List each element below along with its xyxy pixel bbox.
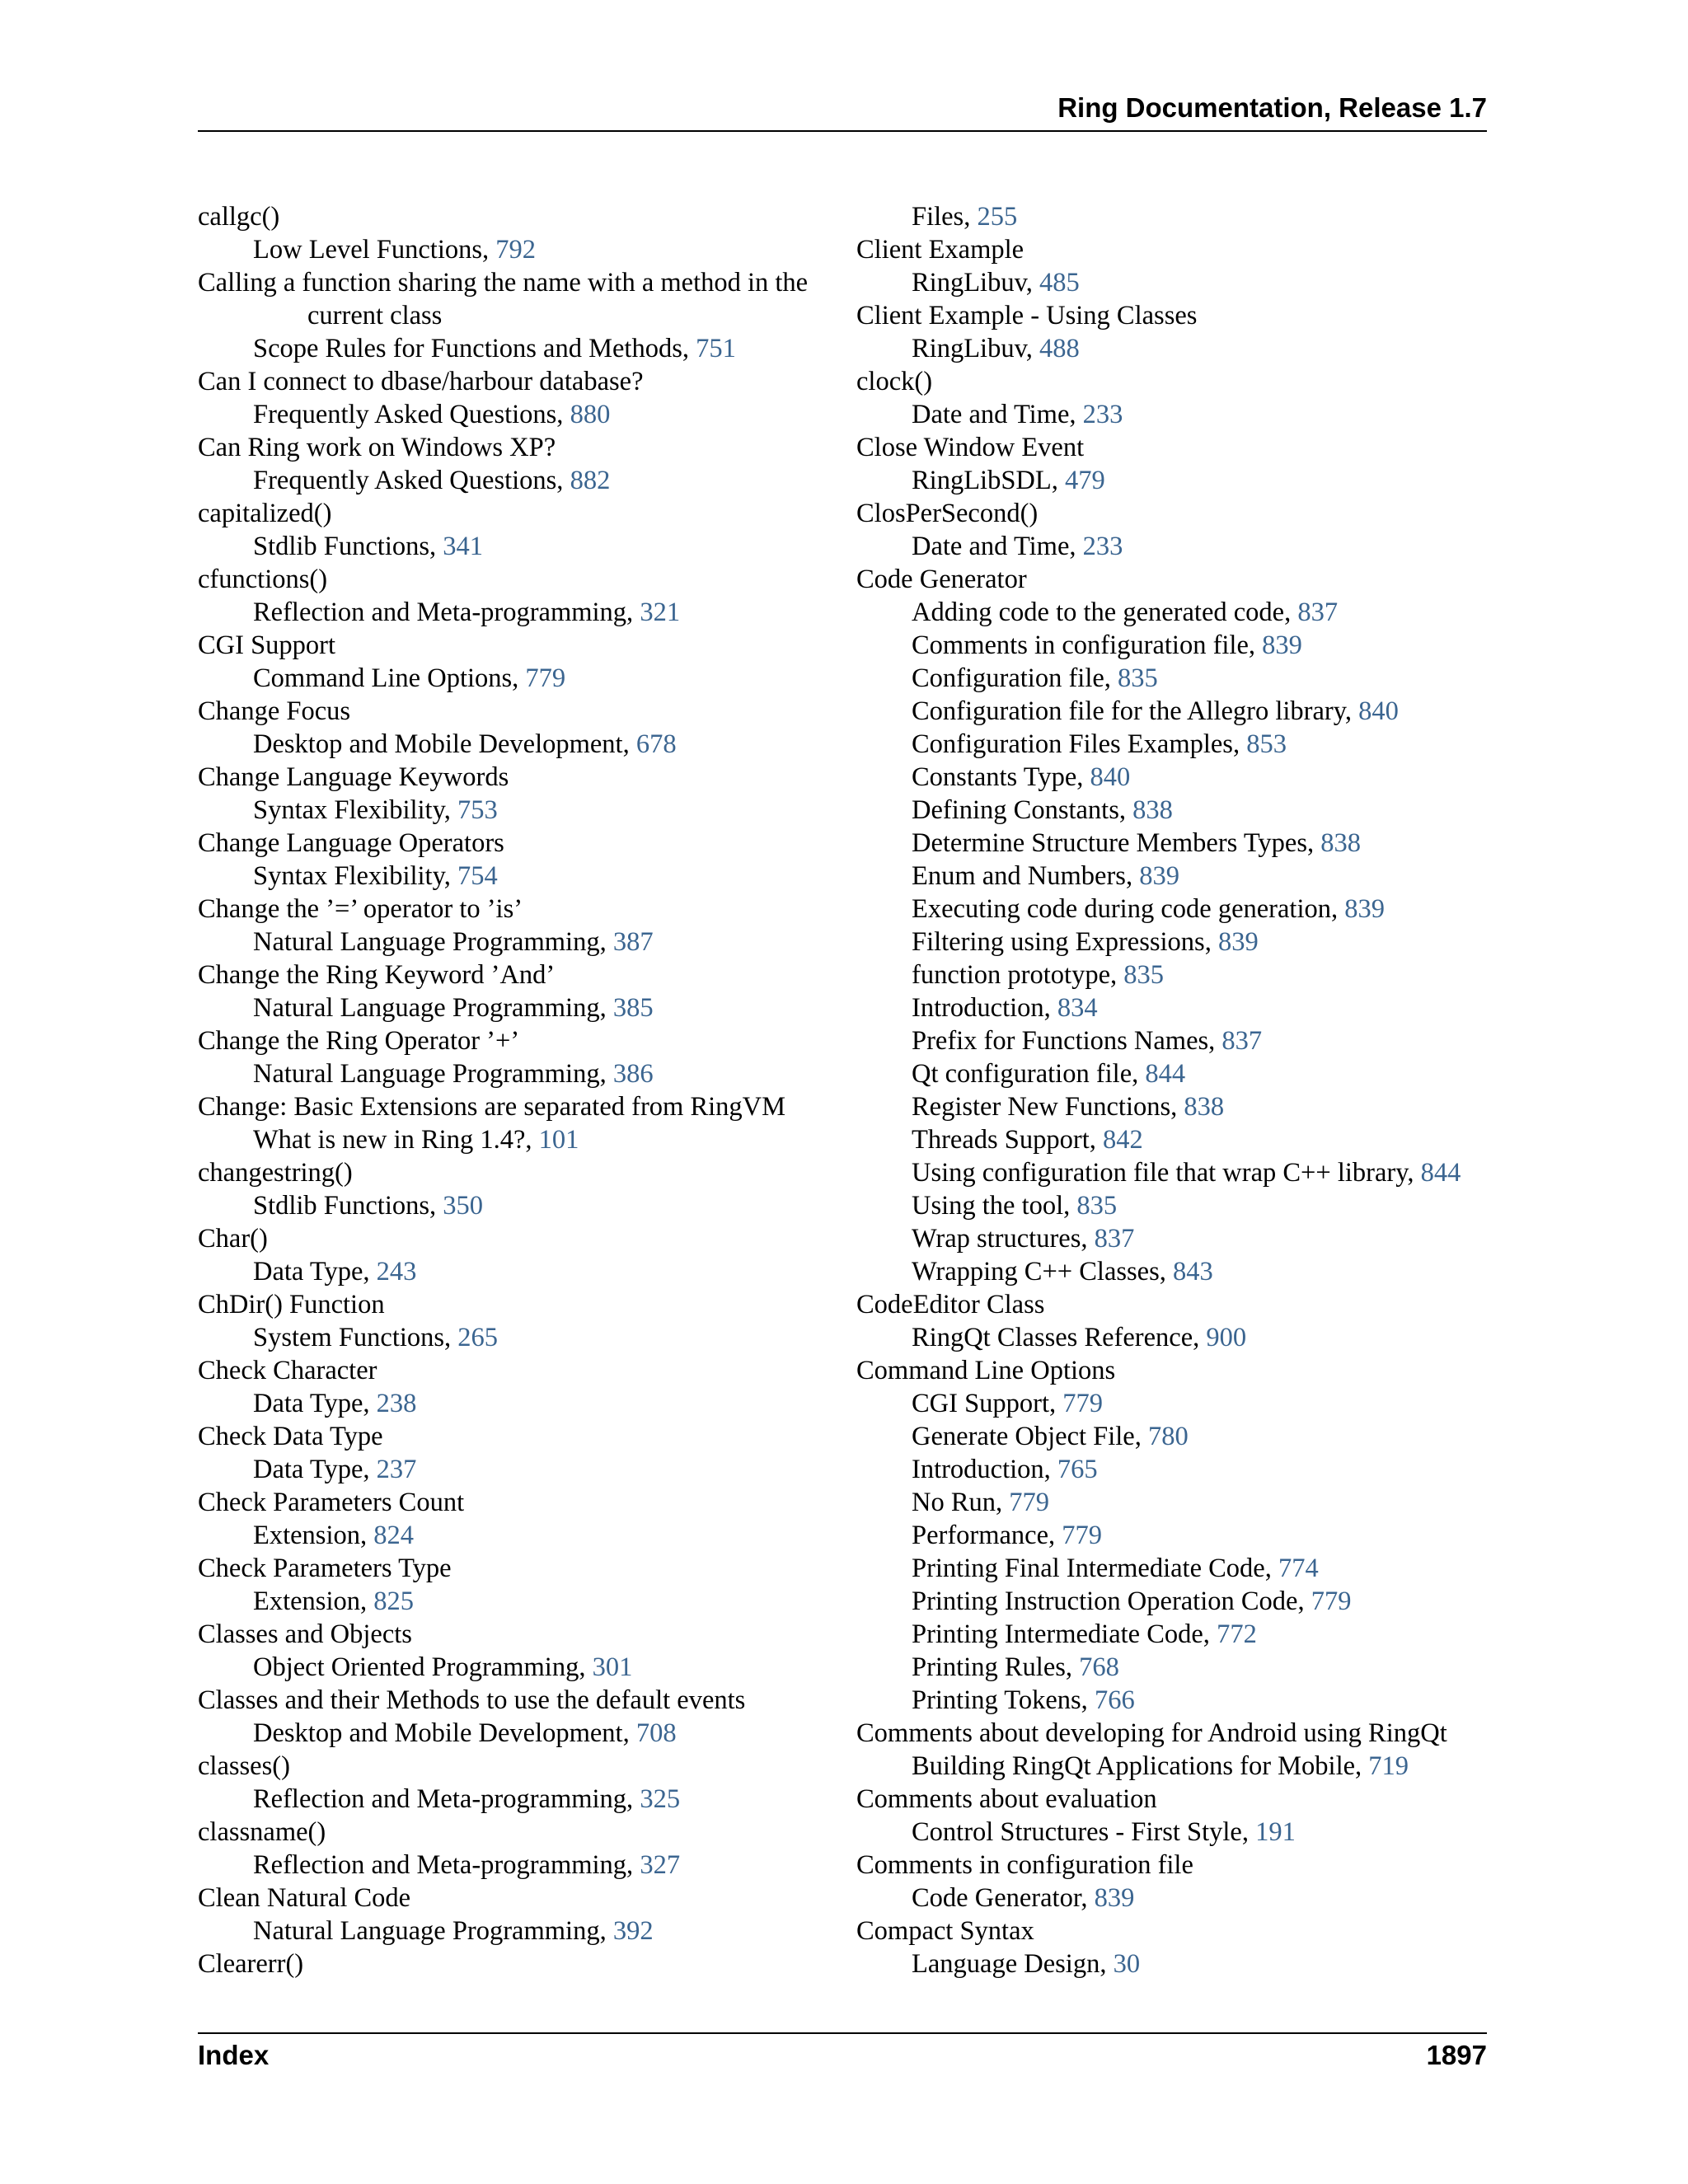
page-reference-link[interactable]: 321 bbox=[640, 598, 681, 627]
entry-text: Introduction, bbox=[912, 993, 1057, 1023]
index-subentry bbox=[198, 794, 849, 827]
page-reference-link[interactable]: 840 bbox=[1090, 762, 1131, 792]
page-reference-link[interactable]: 479 bbox=[1065, 466, 1105, 495]
entry-text: Extension, bbox=[253, 1586, 374, 1616]
index-entry bbox=[198, 1618, 849, 1651]
entry-text: Constants Type, bbox=[912, 762, 1090, 792]
page-reference-link[interactable]: 838 bbox=[1132, 795, 1173, 825]
page-reference-link[interactable]: 835 bbox=[1118, 663, 1158, 693]
index-entry bbox=[198, 1486, 849, 1519]
index-subentry bbox=[198, 233, 849, 266]
entry-text: Using configuration file that wrap C++ library, bbox=[912, 1158, 1421, 1188]
index-entry bbox=[856, 299, 1491, 332]
index-subentry bbox=[198, 1255, 849, 1288]
index-subentry bbox=[856, 1453, 1491, 1486]
index-subentry bbox=[198, 1387, 849, 1420]
entry-text: Natural Language Programming, bbox=[253, 927, 613, 957]
page-reference-link[interactable]: 837 bbox=[1221, 1026, 1263, 1056]
entry-text: Code Generator, bbox=[912, 1883, 1095, 1913]
index-subentry bbox=[856, 1651, 1491, 1684]
index-entry bbox=[198, 958, 849, 991]
index-subentry bbox=[856, 1255, 1491, 1288]
index-subentry bbox=[856, 629, 1491, 662]
index-subentry bbox=[856, 827, 1491, 860]
page-reference-link[interactable]: 824 bbox=[373, 1521, 414, 1550]
entry-text: CodeEditor Class bbox=[856, 1290, 1045, 1319]
entry-text: Data Type, bbox=[253, 1389, 377, 1418]
index-subentry bbox=[856, 332, 1491, 365]
index-subentry bbox=[198, 1519, 849, 1552]
entry-text: Natural Language Programming, bbox=[253, 993, 613, 1023]
entry-text: Change: Basic Extensions are separated from RingVM bbox=[198, 1092, 786, 1122]
entry-text: Determine Structure Members Types, bbox=[912, 828, 1321, 858]
page-reference-link[interactable]: 386 bbox=[612, 1059, 654, 1089]
entry-text: Change Language Operators bbox=[198, 828, 504, 858]
index-subentry bbox=[198, 1321, 849, 1354]
index-subentry bbox=[856, 926, 1491, 958]
entry-text: System Functions, bbox=[253, 1323, 458, 1352]
index-subentry bbox=[198, 728, 849, 761]
entry-text: current class bbox=[307, 301, 443, 330]
index-subentry bbox=[856, 1750, 1491, 1783]
page-reference-link[interactable]: 900 bbox=[1206, 1323, 1247, 1352]
entry-text: Language Design, bbox=[912, 1949, 1114, 1979]
index-entry bbox=[198, 1288, 849, 1321]
page-reference-link[interactable]: 853 bbox=[1246, 729, 1287, 759]
index-subentry bbox=[856, 1156, 1491, 1189]
index-subentry bbox=[198, 332, 849, 365]
entry-text: Check Character bbox=[198, 1356, 377, 1385]
index-subentry bbox=[856, 398, 1491, 431]
index-entry bbox=[856, 1354, 1491, 1387]
entry-text: Configuration Files Examples, bbox=[912, 729, 1247, 759]
entry-text: Reflection and Meta-programming, bbox=[253, 1784, 640, 1814]
entry-text: Clean Natural Code bbox=[198, 1883, 411, 1913]
entry-text: capitalized() bbox=[198, 499, 332, 528]
index-entry bbox=[856, 1915, 1491, 1947]
index-entry bbox=[198, 1750, 849, 1783]
entry-text: CGI Support bbox=[198, 630, 336, 660]
index-entry bbox=[198, 893, 849, 926]
index-entry bbox=[198, 1222, 849, 1255]
index-subentry bbox=[198, 1189, 849, 1222]
entry-text: Change the Ring Keyword ’And’ bbox=[198, 960, 556, 990]
page-reference-link[interactable]: 779 bbox=[1311, 1586, 1352, 1616]
entry-text: Adding code to the generated code, bbox=[912, 598, 1298, 627]
entry-text: RingLibuv, bbox=[912, 334, 1039, 363]
entry-text: Check Data Type bbox=[198, 1422, 383, 1451]
page-reference-link[interactable]: 488 bbox=[1039, 334, 1080, 363]
page-reference-link[interactable]: 838 bbox=[1184, 1092, 1225, 1122]
entry-text: Qt configuration file, bbox=[912, 1059, 1146, 1089]
entry-text: Threads Support, bbox=[912, 1125, 1103, 1155]
page-reference-link[interactable]: 774 bbox=[1278, 1554, 1319, 1583]
index-subentry bbox=[198, 464, 849, 497]
page-reference-link[interactable]: 779 bbox=[1062, 1521, 1103, 1550]
page-reference-link[interactable]: 844 bbox=[1145, 1059, 1186, 1089]
page-reference-link[interactable]: 191 bbox=[1255, 1817, 1296, 1847]
index-entry bbox=[198, 761, 849, 794]
index-subentry bbox=[856, 1222, 1491, 1255]
index-entry bbox=[198, 695, 849, 728]
index-entry bbox=[856, 1717, 1491, 1750]
page-reference-link[interactable]: 835 bbox=[1123, 960, 1164, 990]
entry-text: Command Line Options bbox=[856, 1356, 1116, 1385]
index-subentry bbox=[198, 1783, 849, 1816]
entry-text: Client Example - Using Classes bbox=[856, 301, 1198, 330]
entry-text: Check Parameters Type bbox=[198, 1554, 452, 1583]
index-subentry bbox=[856, 662, 1491, 695]
page-reference-link[interactable]: 265 bbox=[457, 1323, 499, 1352]
page-reference-link[interactable]: 719 bbox=[1368, 1751, 1409, 1781]
entry-text: RingLibSDL, bbox=[912, 466, 1065, 495]
entry-text: Can Ring work on Windows XP? bbox=[198, 433, 556, 462]
index-entry bbox=[856, 1849, 1491, 1882]
page-reference-link[interactable]: 765 bbox=[1057, 1455, 1098, 1484]
index-subentry bbox=[198, 1123, 849, 1156]
entry-text: Syntax Flexibility, bbox=[253, 795, 457, 825]
entry-text: Check Parameters Count bbox=[198, 1488, 465, 1517]
index-entry bbox=[198, 1156, 849, 1189]
entry-text: Desktop and Mobile Development, bbox=[253, 729, 636, 759]
page-reference-link[interactable]: 779 bbox=[525, 663, 566, 693]
footer-section-label: Index bbox=[198, 2040, 270, 2070]
entry-text: Client Example bbox=[856, 235, 1025, 265]
page-reference-link[interactable]: 838 bbox=[1320, 828, 1361, 858]
entry-text: clock() bbox=[856, 367, 933, 396]
index-subentry bbox=[856, 958, 1491, 991]
entry-text: Natural Language Programming, bbox=[253, 1059, 613, 1089]
page-reference-link[interactable]: 844 bbox=[1420, 1158, 1461, 1188]
entry-text: What is new in Ring 1.4?, bbox=[253, 1125, 539, 1155]
entry-text: ChDir() Function bbox=[198, 1290, 385, 1319]
index-entry bbox=[198, 1552, 849, 1585]
entry-text: Char() bbox=[198, 1224, 268, 1254]
entry-text: ClosPerSecond() bbox=[856, 499, 1039, 528]
index-subentry bbox=[198, 1057, 849, 1090]
index-entry bbox=[198, 1882, 849, 1915]
index-subentry bbox=[198, 1915, 849, 1947]
index-subentry bbox=[856, 1816, 1491, 1849]
index-subentry bbox=[198, 1717, 849, 1750]
entry-text: Compact Syntax bbox=[856, 1916, 1034, 1946]
page-reference-link[interactable]: 837 bbox=[1094, 1224, 1135, 1254]
index-entry bbox=[856, 1288, 1491, 1321]
entry-text: Data Type, bbox=[253, 1257, 377, 1286]
entry-text: Generate Object File, bbox=[912, 1422, 1148, 1451]
entry-text: Natural Language Programming, bbox=[253, 1916, 613, 1946]
entry-text: Change Language Keywords bbox=[198, 762, 509, 792]
page-reference-link[interactable]: 255 bbox=[977, 202, 1018, 232]
entry-text: Date and Time, bbox=[912, 532, 1083, 561]
entry-text: Using the tool, bbox=[912, 1191, 1077, 1221]
index-subentry bbox=[856, 860, 1491, 893]
index-subentry bbox=[856, 1024, 1491, 1057]
page-reference-link[interactable]: 792 bbox=[495, 235, 537, 265]
index-entry bbox=[198, 1090, 849, 1123]
page-reference-link[interactable]: 237 bbox=[376, 1455, 417, 1484]
entry-text: Stdlib Functions, bbox=[253, 532, 443, 561]
entry-text: Comments in configuration file bbox=[856, 1850, 1193, 1880]
entry-text: Change the Ring Operator ’+’ bbox=[198, 1026, 520, 1056]
index-entry bbox=[198, 1420, 849, 1453]
entry-text: RingQt Classes Reference, bbox=[912, 1323, 1207, 1352]
index-subentry bbox=[856, 1057, 1491, 1090]
entry-text: Building RingQt Applications for Mobile, bbox=[912, 1751, 1369, 1781]
page-reference-link[interactable]: 301 bbox=[592, 1652, 633, 1682]
entry-text: Scope Rules for Functions and Methods, bbox=[253, 334, 696, 363]
footer-rule bbox=[198, 2032, 1487, 2034]
entry-text: Defining Constants, bbox=[912, 795, 1133, 825]
index-subentry bbox=[856, 1552, 1491, 1585]
page-reference-link[interactable]: 839 bbox=[1262, 630, 1302, 660]
index-entry bbox=[198, 629, 849, 662]
entry-text: Clearerr() bbox=[198, 1949, 304, 1979]
index-entry bbox=[856, 233, 1491, 266]
entry-text: Change Focus bbox=[198, 696, 351, 726]
index-subentry bbox=[856, 1947, 1491, 1980]
index-subentry bbox=[856, 893, 1491, 926]
page-reference-link[interactable]: 768 bbox=[1079, 1652, 1119, 1682]
index-subentry bbox=[856, 1618, 1491, 1651]
entry-text: Configuration file for the Allegro library, bbox=[912, 696, 1359, 726]
index-subentry bbox=[856, 200, 1491, 233]
index-entry bbox=[198, 1354, 849, 1387]
entry-text: Data Type, bbox=[253, 1455, 377, 1484]
index-subentry bbox=[856, 1387, 1491, 1420]
index-subentry bbox=[198, 1585, 849, 1618]
page-reference-link[interactable]: 835 bbox=[1076, 1191, 1118, 1221]
entry-text: Command Line Options, bbox=[253, 663, 526, 693]
entry-text: RingLibuv, bbox=[912, 268, 1039, 298]
index-subentry bbox=[198, 1849, 849, 1882]
page-reference-link[interactable]: 779 bbox=[1009, 1488, 1050, 1517]
page-reference-link[interactable]: 350 bbox=[443, 1191, 483, 1221]
entry-text: Can I connect to dbase/harbour database? bbox=[198, 367, 644, 396]
index-subentry bbox=[856, 794, 1491, 827]
page-reference-link[interactable]: 843 bbox=[1173, 1257, 1213, 1286]
index-entry bbox=[856, 563, 1491, 596]
index-entry-continuation bbox=[198, 299, 849, 332]
entry-text: Date and Time, bbox=[912, 400, 1083, 429]
footer-page-number: 1897 bbox=[1426, 2040, 1487, 2070]
index-subentry bbox=[856, 1321, 1491, 1354]
page-footer bbox=[198, 2040, 1487, 2073]
index-subentry bbox=[856, 1123, 1491, 1156]
page-reference-link[interactable]: 779 bbox=[1062, 1389, 1104, 1418]
entry-text: callgc() bbox=[198, 202, 280, 232]
page-reference-link[interactable]: 385 bbox=[612, 993, 654, 1023]
entry-text: Desktop and Mobile Development, bbox=[253, 1718, 636, 1748]
page-reference-link[interactable]: 753 bbox=[457, 795, 498, 825]
entry-text: Frequently Asked Questions, bbox=[253, 466, 570, 495]
index-entry bbox=[198, 1024, 849, 1057]
page-reference-link[interactable]: 840 bbox=[1358, 696, 1399, 726]
running-header: Ring Documentation, Release 1.7 bbox=[1057, 92, 1487, 123]
entry-text: cfunctions() bbox=[198, 565, 328, 594]
index-subentry bbox=[198, 991, 849, 1024]
entry-text: Comments about evaluation bbox=[856, 1784, 1157, 1814]
entry-text: Comments about developing for Android using RingQt bbox=[856, 1718, 1447, 1748]
entry-text: function prototype, bbox=[912, 960, 1124, 990]
page-reference-link[interactable]: 30 bbox=[1113, 1949, 1141, 1979]
entry-text: Calling a function sharing the name with a method in the bbox=[198, 268, 809, 298]
index-subentry bbox=[856, 1519, 1491, 1552]
page-reference-link[interactable]: 387 bbox=[612, 927, 654, 957]
entry-text: Control Structures - First Style, bbox=[912, 1817, 1256, 1847]
index-subentry bbox=[856, 991, 1491, 1024]
header-rule bbox=[198, 130, 1487, 132]
entry-text: Filtering using Expressions, bbox=[912, 927, 1218, 957]
page-reference-link[interactable]: 708 bbox=[635, 1718, 677, 1748]
index-subentry bbox=[856, 728, 1491, 761]
index-subentry bbox=[198, 596, 849, 629]
entry-text: CGI Support, bbox=[912, 1389, 1063, 1418]
entry-text: Printing Intermediate Code, bbox=[912, 1619, 1217, 1649]
index-entry bbox=[198, 563, 849, 596]
entry-text: Extension, bbox=[253, 1521, 374, 1550]
entry-text: Printing Final Intermediate Code, bbox=[912, 1554, 1278, 1583]
entry-text: Printing Tokens, bbox=[912, 1685, 1095, 1715]
page-reference-link[interactable]: 392 bbox=[612, 1916, 654, 1946]
index-subentry bbox=[198, 1651, 849, 1684]
index-entry bbox=[856, 497, 1491, 530]
page-reference-link[interactable]: 485 bbox=[1039, 268, 1080, 298]
page-reference-link[interactable]: 842 bbox=[1102, 1125, 1143, 1155]
page-reference-link[interactable]: 825 bbox=[373, 1586, 414, 1616]
page-reference-link[interactable]: 772 bbox=[1217, 1619, 1257, 1649]
entry-text: classes() bbox=[198, 1751, 290, 1781]
page-reference-link[interactable]: 243 bbox=[376, 1257, 417, 1286]
page-reference-link[interactable]: 834 bbox=[1057, 993, 1098, 1023]
index-subentry bbox=[198, 662, 849, 695]
index-subentry bbox=[856, 1684, 1491, 1717]
entry-text: Printing Rules, bbox=[912, 1652, 1080, 1682]
entry-text: Reflection and Meta-programming, bbox=[253, 598, 640, 627]
index-entry bbox=[198, 200, 849, 233]
index-entry bbox=[198, 497, 849, 530]
page-reference-link[interactable]: 101 bbox=[538, 1125, 579, 1155]
page-reference-link[interactable]: 233 bbox=[1082, 532, 1123, 561]
index-column-left bbox=[198, 200, 849, 1980]
entry-text: Classes and their Methods to use the default events bbox=[198, 1685, 746, 1715]
index-subentry bbox=[856, 596, 1491, 629]
entry-text: Low Level Functions, bbox=[253, 235, 496, 265]
entry-text: Executing code during code generation, bbox=[912, 894, 1345, 924]
index-subentry bbox=[198, 1453, 849, 1486]
entry-text: Close Window Event bbox=[856, 433, 1085, 462]
index-entry bbox=[198, 365, 849, 398]
index-column-right bbox=[856, 200, 1491, 1980]
page-reference-link[interactable]: 233 bbox=[1082, 400, 1123, 429]
index-entry bbox=[198, 827, 849, 860]
entry-text: Reflection and Meta-programming, bbox=[253, 1850, 640, 1880]
entry-text: Stdlib Functions, bbox=[253, 1191, 443, 1221]
page-reference-link[interactable]: 837 bbox=[1297, 598, 1339, 627]
entry-text: Files, bbox=[912, 202, 978, 232]
index-subentry bbox=[856, 761, 1491, 794]
index-entry bbox=[198, 1684, 849, 1717]
page-reference-link[interactable]: 780 bbox=[1147, 1422, 1189, 1451]
page-reference-link[interactable]: 325 bbox=[640, 1784, 681, 1814]
entry-text: Register New Functions, bbox=[912, 1092, 1184, 1122]
page-reference-link[interactable]: 341 bbox=[443, 532, 483, 561]
index-subentry bbox=[198, 530, 849, 563]
entry-text: Printing Instruction Operation Code, bbox=[912, 1586, 1311, 1616]
entry-text: Configuration file, bbox=[912, 663, 1118, 693]
page-reference-link[interactable]: 839 bbox=[1217, 927, 1259, 957]
page-reference-link[interactable]: 839 bbox=[1094, 1883, 1135, 1913]
page-reference-link[interactable]: 678 bbox=[635, 729, 677, 759]
index-subentry bbox=[856, 1585, 1491, 1618]
page-reference-link[interactable]: 751 bbox=[696, 334, 736, 363]
index-subentry bbox=[198, 860, 849, 893]
index-subentry bbox=[198, 398, 849, 431]
entry-text: Introduction, bbox=[912, 1455, 1057, 1484]
entry-text: Prefix for Functions Names, bbox=[912, 1026, 1222, 1056]
index-entry bbox=[198, 266, 849, 299]
index-entry bbox=[198, 1947, 849, 1980]
index-entry bbox=[198, 1816, 849, 1849]
entry-text: Classes and Objects bbox=[198, 1619, 412, 1649]
page-reference-link[interactable]: 839 bbox=[1139, 861, 1179, 891]
index-subentry bbox=[856, 1090, 1491, 1123]
entry-text: Enum and Numbers, bbox=[912, 861, 1140, 891]
entry-text: Wrapping C++ Classes, bbox=[912, 1257, 1173, 1286]
entry-text: Performance, bbox=[912, 1521, 1062, 1550]
page-reference-link[interactable]: 754 bbox=[457, 861, 498, 891]
entry-text: Code Generator bbox=[856, 565, 1027, 594]
page-reference-link[interactable]: 882 bbox=[570, 466, 611, 495]
page-reference-link[interactable]: 766 bbox=[1094, 1685, 1135, 1715]
entry-text: Comments in configuration file, bbox=[912, 630, 1263, 660]
index-subentry bbox=[856, 1189, 1491, 1222]
index-entry bbox=[198, 431, 849, 464]
index-subentry bbox=[856, 695, 1491, 728]
page-reference-link[interactable]: 238 bbox=[376, 1389, 417, 1418]
entry-text: Syntax Flexibility, bbox=[253, 861, 457, 891]
page-reference-link[interactable]: 839 bbox=[1344, 894, 1385, 924]
index-entry bbox=[856, 1783, 1491, 1816]
entry-text: Wrap structures, bbox=[912, 1224, 1095, 1254]
index-entry bbox=[856, 365, 1491, 398]
entry-text: No Run, bbox=[912, 1488, 1010, 1517]
page-reference-link[interactable]: 327 bbox=[640, 1850, 681, 1880]
index-subentry bbox=[856, 1882, 1491, 1915]
index-entry bbox=[856, 431, 1491, 464]
entry-text: Change the ’=’ operator to ’is’ bbox=[198, 894, 523, 924]
entry-text: classname() bbox=[198, 1817, 326, 1847]
index-subentry bbox=[856, 530, 1491, 563]
page-reference-link[interactable]: 880 bbox=[570, 400, 611, 429]
index-subentry bbox=[856, 266, 1491, 299]
index-subentry bbox=[198, 926, 849, 958]
entry-text: Frequently Asked Questions, bbox=[253, 400, 570, 429]
entry-text: changestring() bbox=[198, 1158, 353, 1188]
index-subentry bbox=[856, 1486, 1491, 1519]
index-subentry bbox=[856, 464, 1491, 497]
entry-text: Object Oriented Programming, bbox=[253, 1652, 593, 1682]
index-subentry bbox=[856, 1420, 1491, 1453]
